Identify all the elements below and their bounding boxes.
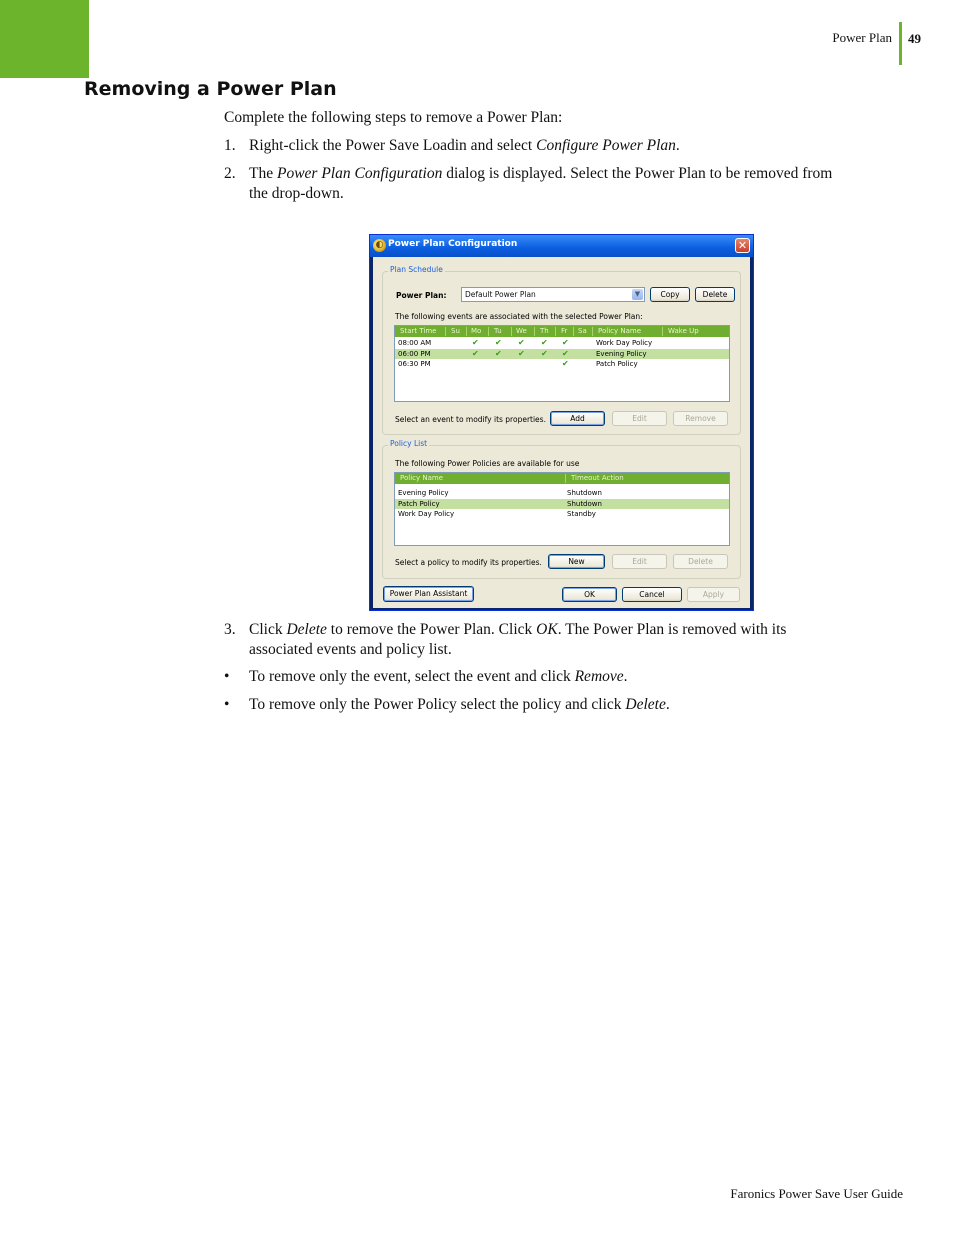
col-tu[interactable]: Tu: [494, 327, 502, 335]
checkmark-icon: ✔: [518, 338, 525, 347]
policy-list[interactable]: [394, 472, 730, 546]
checkmark-icon: ✔: [495, 348, 502, 358]
policy-list-caption: The following Power Policies are available for use: [395, 459, 580, 468]
step-2-number: 2.: [224, 165, 236, 182]
col-mo[interactable]: Mo: [471, 327, 482, 335]
checkmark-icon: ✔: [541, 348, 548, 358]
power-plan-assistant-button[interactable]: Power Plan Assistant: [383, 586, 474, 602]
select-event-caption: Select an event to modify its properties.: [395, 415, 546, 424]
bullet-2-symbol: •: [224, 696, 230, 713]
col-timeout-action[interactable]: Timeout Action: [571, 474, 624, 482]
power-plan-label: Power Plan:: [396, 291, 447, 300]
chapter-color-block: [0, 0, 89, 78]
cancel-button[interactable]: Cancel: [622, 587, 682, 602]
power-plan-dropdown-value: Default Power Plan: [465, 290, 536, 299]
header-divider: [899, 22, 902, 65]
col-th[interactable]: Th: [540, 327, 549, 335]
new-policy-button[interactable]: New: [548, 554, 605, 569]
event-row[interactable]: [395, 349, 729, 359]
event-row[interactable]: [395, 359, 729, 369]
policy-timeout-action: Standby: [567, 510, 596, 518]
remove-event-button[interactable]: Remove: [673, 411, 728, 426]
event-policy-name: Patch Policy: [596, 360, 638, 368]
policy-row[interactable]: [395, 509, 729, 519]
footer-guide-title: Faronics Power Save User Guide: [730, 1186, 903, 1201]
power-plan-app-icon: ◐: [373, 239, 386, 252]
step-3-text: Click Delete to remove the Power Plan. Click OK. The Power Plan is removed with its: [249, 621, 787, 638]
copy-button[interactable]: Copy: [650, 287, 690, 302]
event-start-time: 08:00 AM: [398, 339, 432, 347]
event-row[interactable]: [395, 338, 729, 348]
intro-paragraph: Complete the following steps to remove a Power Plan:: [224, 109, 563, 126]
checkmark-icon: ✔: [518, 348, 525, 358]
add-event-button[interactable]: Add: [550, 411, 605, 426]
policy-list-group: [382, 439, 741, 579]
plan-schedule-legend: Plan Schedule: [390, 265, 443, 274]
delete-policy-button[interactable]: Delete: [673, 554, 728, 569]
col-policy-name[interactable]: Policy Name: [400, 474, 444, 482]
power-plan-configuration-dialog: [369, 234, 754, 611]
dialog-body: [373, 257, 750, 608]
bullet-1-symbol: •: [224, 668, 230, 685]
checkmark-icon: ✔: [562, 359, 569, 368]
checkmark-icon: ✔: [562, 338, 569, 347]
dialog-title: Power Plan Configuration: [388, 239, 518, 249]
col-we[interactable]: We: [516, 327, 527, 335]
step-3-text-line2: associated events and policy list.: [249, 641, 452, 658]
checkmark-icon: ✔: [472, 338, 479, 347]
policy-name: Work Day Policy: [398, 510, 455, 518]
apply-button[interactable]: Apply: [687, 587, 740, 602]
col-policy-name[interactable]: Policy Name: [598, 327, 642, 335]
col-wake-up[interactable]: Wake Up: [668, 327, 699, 335]
chevron-down-icon[interactable]: ▼: [632, 289, 643, 300]
plan-schedule-group: [382, 265, 741, 435]
policy-name: Evening Policy: [398, 489, 449, 497]
ok-button[interactable]: OK: [562, 587, 617, 602]
policy-list-header: [395, 473, 729, 484]
bullet-2-text: To remove only the Power Policy select the policy and click Delete.: [249, 696, 670, 713]
delete-plan-button[interactable]: Delete: [695, 287, 735, 302]
events-list-header: [395, 326, 729, 337]
event-policy-name: Work Day Policy: [596, 339, 653, 347]
header-page-number: 49: [908, 31, 921, 46]
section-title: Removing a Power Plan: [84, 78, 337, 100]
checkmark-icon: ✔: [495, 338, 502, 347]
policy-row[interactable]: [395, 488, 729, 498]
checkmark-icon: ✔: [541, 338, 548, 347]
select-policy-caption: Select a policy to modify its properties.: [395, 558, 542, 567]
event-policy-name: Evening Policy: [596, 349, 647, 358]
events-list[interactable]: [394, 325, 730, 402]
close-icon[interactable]: ✕: [735, 238, 750, 253]
policy-list-legend: Policy List: [390, 439, 428, 448]
policy-timeout-action: Shutdown: [567, 499, 602, 508]
edit-event-button[interactable]: Edit: [612, 411, 667, 426]
event-start-time: 06:00 PM: [398, 349, 431, 358]
step-1-text: Right-click the Power Save Loadin and select Configure Power Plan.: [249, 137, 680, 154]
event-start-time: 06:30 PM: [398, 360, 431, 368]
checkmark-icon: ✔: [562, 348, 569, 358]
col-start-time[interactable]: Start Time: [400, 327, 437, 335]
step-2-text: The Power Plan Configuration dialog is displayed. Select the Power Plan to be removed from: [249, 165, 833, 182]
step-1-number: 1.: [224, 137, 236, 154]
step-3-number: 3.: [224, 621, 236, 638]
col-fr[interactable]: Fr: [561, 327, 568, 335]
dialog-title-bar: [370, 235, 753, 257]
step-2-text-line2: the drop-down.: [249, 185, 344, 202]
policy-name: Patch Policy: [398, 499, 440, 508]
events-caption: The following events are associated with the selected Power Plan:: [395, 312, 643, 321]
edit-policy-button[interactable]: Edit: [612, 554, 667, 569]
policy-timeout-action: Shutdown: [567, 489, 602, 497]
bullet-1-text: To remove only the event, select the event and click Remove.: [249, 668, 628, 685]
power-plan-dropdown[interactable]: [461, 287, 645, 302]
header-chapter-title: Power Plan: [832, 30, 892, 45]
policy-row[interactable]: [395, 499, 729, 509]
col-sa[interactable]: Sa: [578, 327, 587, 335]
checkmark-icon: ✔: [472, 348, 479, 358]
col-su[interactable]: Su: [451, 327, 460, 335]
